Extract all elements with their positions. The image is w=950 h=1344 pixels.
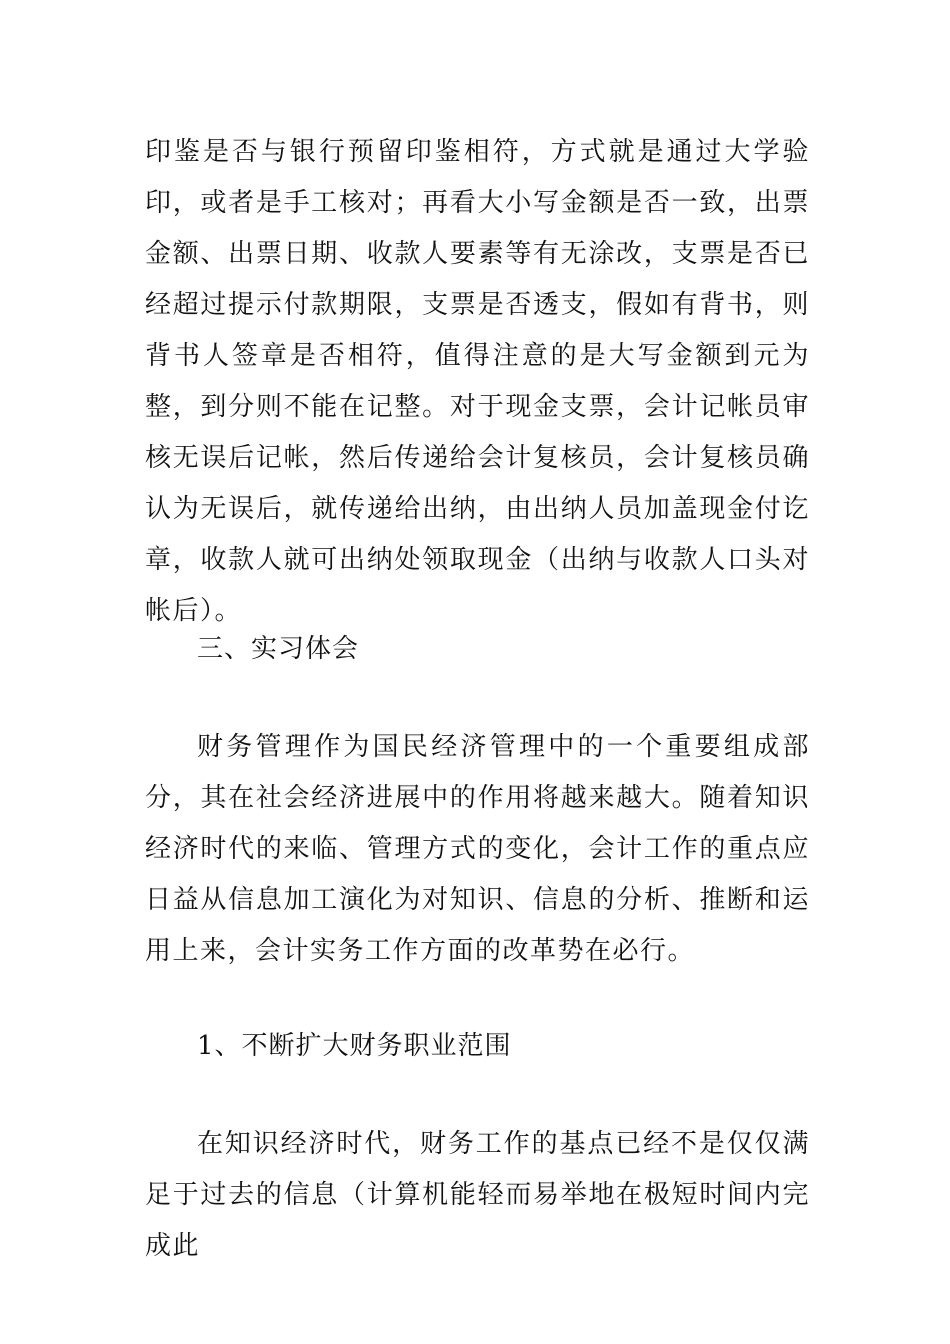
body-paragraph-3: 在知识经济时代，财务工作的基点已经不是仅仅满足于过去的信息（计算机能轻而易举地在极短时间内完成此 (145, 1129, 810, 1261)
body-paragraph-3-block (145, 1119, 810, 1272)
body-paragraph-2-block (145, 722, 810, 977)
body-paragraph-2: 财务管理作为国民经济管理中的一个重要组成部分，其在社会经济进展中的作用将越来越大。随着知识经济时代的来临、管理方式的变化，会计工作的重点应日益从信息加工演化为对知识、信息的分析、推断和运用上来，会计实务工作方面的改革势在必行。 (145, 732, 810, 966)
body-paragraph-1: 印鉴是否与银行预留印鉴相符，方式就是通过大学验印，或者是手工核对；再看大小写金额是否一致，出票金额、出票日期、收款人要素等有无涂改，支票是否已经超过提示付款期限，支票是否透支，假如有背书，则背书人签章是否相符，值得注意的是大写金额到元为整，到分则不能在记整。对于现金支票，会计记帐员审核无误后记帐，然后传递给会计复核员，会计复核员确认为无误后，就传递给出纳，由出纳人员加盖现金付讫章，收款人就可出纳处领取现金（出纳与收款人口头对帐后）。 (145, 137, 810, 626)
item-heading-1: 1、不断扩大财务职业范围 (197, 1031, 512, 1061)
section-heading-3: 三、实习体会 (197, 634, 360, 664)
body-paragraph-1-block (145, 127, 810, 637)
